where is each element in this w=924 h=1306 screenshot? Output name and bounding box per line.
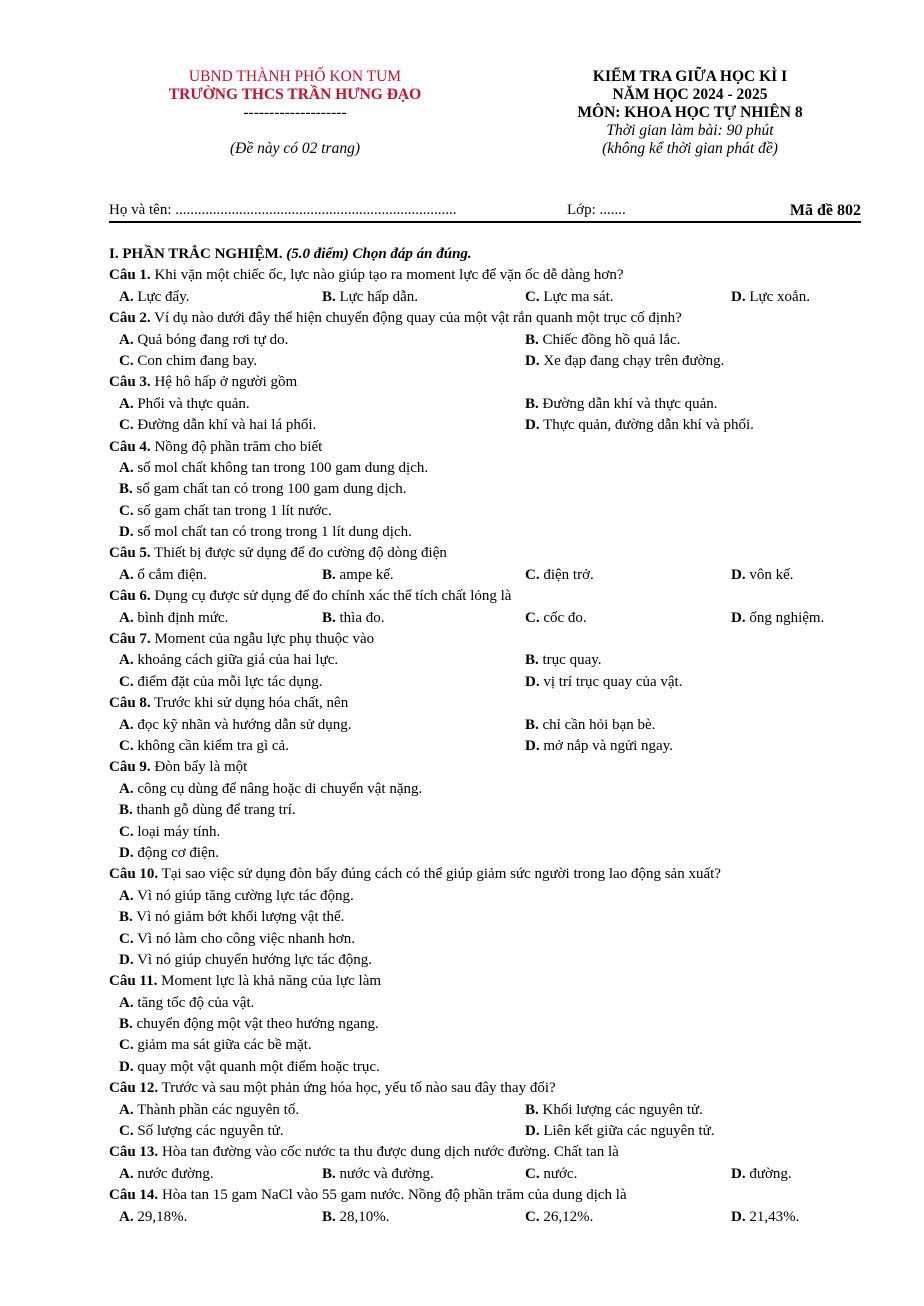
name-field[interactable]: [109, 202, 456, 219]
answer-option[interactable]: [119, 394, 250, 415]
option-letter: C.: [119, 502, 134, 519]
question-stem: [109, 864, 879, 885]
authority-name: UBND THÀNH PHỐ KON TUM: [188, 68, 402, 85]
option-letter: D.: [525, 352, 540, 369]
option-letter: C.: [119, 417, 134, 434]
options-row: [109, 1164, 879, 1185]
question-number: Câu 3.: [109, 374, 151, 391]
question-list: [109, 265, 879, 1228]
question-item: [109, 1078, 879, 1142]
option-text: không cần kiểm tra gì cả.: [137, 737, 289, 754]
question-stem: [109, 265, 879, 286]
question-number: Câu 11.: [109, 973, 158, 990]
option-text: Thành phần các nguyên tố.: [137, 1101, 300, 1118]
question-text: Trước và sau một phản ứng hóa học, yếu tố nào sau đây thay đổi?: [158, 1080, 556, 1097]
options-row: [109, 608, 879, 629]
option-letter: B.: [119, 1016, 133, 1033]
option-text: số gam chất tan có trong 100 gam dung dịch.: [136, 481, 407, 498]
option-letter: C.: [525, 1208, 540, 1225]
options-row: [109, 522, 879, 543]
question-number: Câu 1.: [109, 267, 151, 284]
answer-option[interactable]: [322, 565, 394, 586]
question-text: Dụng cụ được sử dụng để đo chính xác thể tích chất lỏng là: [150, 588, 512, 605]
option-letter: A.: [119, 395, 134, 412]
options-row: [109, 993, 879, 1014]
answer-option[interactable]: [119, 715, 352, 736]
options-row: [109, 458, 879, 479]
question-item: [109, 693, 879, 757]
option-text: khoảng cách giữa giá của hai lực.: [137, 652, 339, 669]
answer-option[interactable]: [525, 715, 655, 736]
question-text: Moment của ngẫu lực phụ thuộc vào: [150, 631, 375, 648]
answer-option[interactable]: [119, 415, 316, 436]
question-text: Hệ hô hấp ở người gồm: [150, 374, 298, 391]
answer-option[interactable]: [731, 565, 794, 586]
option-text: Con chim đang bay.: [137, 352, 258, 369]
option-letter: D.: [119, 951, 134, 968]
options-row: [109, 394, 879, 415]
option-text: Lực ma sát.: [543, 288, 614, 305]
answer-option[interactable]: [119, 886, 354, 907]
answer-option[interactable]: [119, 736, 289, 757]
options-row: [109, 907, 879, 928]
time-limit: Thời gian làm bài: 90 phút: [606, 122, 774, 139]
question-stem: [109, 1185, 879, 1206]
option-letter: C.: [119, 930, 134, 947]
option-text: điểm đặt của mỗi lực tác dụng.: [137, 673, 323, 690]
option-text: số mol chất tan có trong trong 1 lít dung dịch.: [137, 524, 412, 541]
school-name: TRƯỜNG THCS TRẦN HƯNG ĐẠO: [168, 86, 422, 103]
name-dots: ...........................................................................: [175, 202, 457, 218]
options-row: [109, 1057, 879, 1078]
answer-option[interactable]: [525, 1121, 715, 1142]
option-text: đọc kỹ nhãn và hướng dẫn sử dụng.: [137, 716, 352, 733]
question-stem: [109, 586, 879, 607]
answer-option[interactable]: [119, 479, 406, 500]
answer-option[interactable]: [322, 1207, 390, 1228]
options-row: [109, 1035, 879, 1056]
option-letter: B.: [119, 909, 133, 926]
question-text: Đòn bẩy là một: [150, 759, 248, 776]
option-letter: D.: [731, 288, 746, 305]
options-row: [109, 843, 879, 864]
question-item: [109, 308, 879, 372]
option-text: Thực quản, đường dẫn khí và phổi.: [543, 417, 754, 434]
option-letter: C.: [119, 1037, 134, 1054]
options-row: [109, 330, 879, 351]
option-text: Xe đạp đang chạy trên đường.: [543, 352, 725, 369]
question-item: [109, 543, 879, 586]
answer-option[interactable]: [119, 1014, 379, 1035]
option-letter: D.: [525, 1123, 540, 1140]
options-row: [109, 800, 879, 821]
options-row: [109, 415, 879, 436]
option-text: Khối lượng các nguyên tử.: [542, 1101, 703, 1118]
option-text: giảm ma sát giữa các bề mặt.: [137, 1037, 312, 1054]
option-text: Lực đẩy.: [137, 288, 190, 305]
option-text: Số lượng các nguyên tử.: [137, 1123, 284, 1140]
option-letter: C.: [119, 673, 134, 690]
option-letter: D.: [731, 609, 746, 626]
answer-option[interactable]: [119, 907, 344, 928]
option-letter: D.: [731, 1208, 746, 1225]
answer-option[interactable]: [119, 822, 220, 843]
exam-header: [520, 68, 860, 158]
question-stem: [109, 1142, 879, 1163]
option-text: Phổi và thực quản.: [137, 395, 250, 412]
option-text: Lực hấp dẫn.: [339, 288, 419, 305]
option-text: bình định mức.: [137, 609, 229, 626]
option-letter: C.: [119, 737, 134, 754]
option-text: Đường dẫn khí và thực quản.: [542, 395, 718, 412]
option-text: chỉ cần hỏi bạn bè.: [542, 716, 656, 733]
answer-option[interactable]: [731, 287, 810, 308]
answer-option[interactable]: [525, 736, 673, 757]
exam-title: KIỂM TRA GIỮA HỌC KÌ I: [592, 68, 788, 85]
info-rule: [109, 221, 861, 223]
option-letter: C.: [119, 352, 134, 369]
pages-note: (Đề này có 02 trang): [230, 140, 360, 157]
answer-option[interactable]: [119, 1164, 214, 1185]
answer-option[interactable]: [525, 672, 682, 693]
options-row: [109, 501, 879, 522]
options-row: [109, 1014, 879, 1035]
option-text: công cụ dùng để nâng hoặc di chuyển vật nặng.: [137, 780, 423, 797]
options-row: [109, 1100, 879, 1121]
option-letter: C.: [525, 288, 540, 305]
question-item: [109, 629, 879, 693]
answer-option[interactable]: [322, 1164, 434, 1185]
question-number: Câu 8.: [109, 695, 151, 712]
question-number: Câu 6.: [109, 588, 151, 605]
option-text: Lực xoắn.: [749, 288, 810, 305]
option-text: điện trở.: [543, 566, 594, 583]
question-stem: [109, 372, 879, 393]
question-item: [109, 864, 879, 971]
option-letter: D.: [525, 737, 540, 754]
option-text: cốc đo.: [543, 609, 587, 626]
question-item: [109, 1185, 879, 1228]
question-number: Câu 14.: [109, 1187, 159, 1204]
options-row: [109, 929, 879, 950]
question-text: Khi vặn một chiếc ốc, lực nào giúp tạo ra moment lực để vặn ốc dễ dàng hơn?: [150, 267, 624, 284]
answer-option[interactable]: [119, 1121, 284, 1142]
section-note: (5.0 điểm) Chọn đáp án đúng.: [282, 246, 472, 262]
answer-option[interactable]: [119, 565, 207, 586]
question-number: Câu 12.: [109, 1080, 159, 1097]
answer-option[interactable]: [525, 394, 718, 415]
question-text: Trước khi sử dụng hóa chất, nên: [150, 695, 349, 712]
subject: MÔN: KHOA HỌC TỰ NHIÊN 8: [577, 104, 803, 121]
option-letter: C.: [119, 1123, 134, 1140]
options-row: [109, 479, 879, 500]
question-number: Câu 9.: [109, 759, 151, 776]
option-letter: B.: [525, 1101, 539, 1118]
question-number: Câu 5.: [109, 545, 151, 562]
option-letter: A.: [119, 459, 134, 476]
answer-option[interactable]: [731, 1207, 799, 1228]
options-row: [109, 650, 879, 671]
option-text: Vì nó làm cho công việc nhanh hơn.: [137, 930, 355, 947]
answer-option[interactable]: [322, 287, 418, 308]
answer-option[interactable]: [119, 843, 219, 864]
answer-option[interactable]: [119, 779, 422, 800]
option-text: Chiếc đồng hồ quả lắc.: [542, 331, 681, 348]
option-text: đường.: [749, 1165, 792, 1182]
question-stem: [109, 757, 879, 778]
option-letter: D.: [119, 524, 134, 541]
answer-option[interactable]: [525, 415, 754, 436]
option-text: thìa đo.: [339, 609, 385, 626]
school-header: [120, 68, 470, 158]
option-letter: A.: [119, 288, 134, 305]
options-row: [109, 672, 879, 693]
question-stem: [109, 543, 879, 564]
options-row: [109, 565, 879, 586]
option-letter: A.: [119, 887, 134, 904]
option-text: nước đường.: [137, 1165, 214, 1182]
option-text: ổ cắm điện.: [137, 566, 207, 583]
question-text: Tại sao việc sử dụng đòn bẩy đúng cách có thể giúp giảm sức người trong lao động sản xuất?: [158, 866, 721, 883]
question-number: Câu 7.: [109, 631, 151, 648]
options-row: [109, 736, 879, 757]
option-text: tăng tốc độ của vật.: [137, 994, 255, 1011]
option-text: mở nắp và ngửi ngay.: [543, 737, 673, 754]
option-letter: C.: [525, 566, 540, 583]
class-field[interactable]: Lớp: .......: [567, 202, 626, 218]
options-row: [109, 822, 879, 843]
answer-option[interactable]: [119, 608, 228, 629]
option-text: 26,12%.: [543, 1208, 594, 1225]
question-number: Câu 4.: [109, 438, 151, 455]
option-text: loại máy tính.: [137, 823, 221, 840]
option-letter: A.: [119, 331, 134, 348]
option-text: chuyển động một vật theo hướng ngang.: [136, 1016, 379, 1033]
student-info-line: [109, 202, 861, 222]
answer-option[interactable]: [119, 501, 332, 522]
answer-option[interactable]: [119, 929, 355, 950]
option-text: Đường dẫn khí và hai lá phổi.: [137, 417, 317, 434]
option-text: động cơ điện.: [137, 844, 220, 861]
answer-option[interactable]: [119, 1057, 380, 1078]
option-text: thanh gỗ dùng để trang trí.: [136, 802, 296, 819]
question-item: [109, 1142, 879, 1185]
options-row: [109, 715, 879, 736]
option-text: nước và đường.: [339, 1165, 434, 1182]
school-year: NĂM HỌC 2024 - 2025: [612, 86, 768, 103]
options-row: [109, 287, 879, 308]
question-text: Ví dụ nào dưới đây thể hiện chuyển động quay của một vật rắn quanh một trục cố định?: [150, 310, 682, 327]
question-item: [109, 437, 879, 544]
options-row: [109, 886, 879, 907]
answer-option[interactable]: [525, 565, 594, 586]
question-item: [109, 372, 879, 436]
question-item: [109, 757, 879, 864]
question-item: [109, 586, 879, 629]
answer-option[interactable]: [525, 650, 602, 671]
option-letter: A.: [119, 652, 134, 669]
answer-option[interactable]: [119, 950, 372, 971]
option-letter: A.: [119, 1208, 134, 1225]
answer-option[interactable]: [119, 1100, 299, 1121]
answer-option[interactable]: [119, 1035, 312, 1056]
option-letter: B.: [119, 802, 133, 819]
answer-option[interactable]: [525, 1100, 703, 1121]
option-letter: D.: [731, 566, 746, 583]
option-text: vị trí trục quay của vật.: [543, 673, 683, 690]
option-letter: B.: [322, 609, 336, 626]
question-text: Hòa tan 15 gam NaCl vào 55 gam nước. Nồng độ phần trăm của dung dịch là: [158, 1187, 627, 1204]
option-text: Vì nó giúp tăng cường lực tác động.: [137, 887, 354, 904]
option-text: Quả bóng đang rơi tự do.: [137, 331, 289, 348]
option-letter: B.: [525, 331, 539, 348]
section-heading: [109, 244, 879, 265]
answer-option[interactable]: [119, 650, 338, 671]
section-title: I. PHẦN TRẮC NGHIỆM.: [109, 246, 283, 262]
options-row: [109, 950, 879, 971]
answer-option[interactable]: [119, 672, 323, 693]
question-stem: [109, 308, 879, 329]
time-note: (không kể thời gian phát đề): [602, 140, 778, 157]
question-text: Hòa tan đường vào cốc nước ta thu được dung dịch nước đường. Chất tan là: [158, 1144, 619, 1161]
name-label: Họ và tên:: [109, 202, 176, 218]
option-letter: B.: [525, 395, 539, 412]
option-letter: D.: [525, 417, 540, 434]
option-text: quay một vật quanh một điểm hoặc trục.: [137, 1058, 380, 1075]
option-letter: A.: [119, 994, 134, 1011]
option-text: số mol chất không tan trong 100 gam dung dịch.: [137, 459, 429, 476]
options-row: [109, 779, 879, 800]
option-letter: A.: [119, 716, 134, 733]
option-letter: D.: [525, 673, 540, 690]
option-text: trục quay.: [542, 652, 602, 669]
answer-option[interactable]: [119, 800, 296, 821]
option-text: ống nghiệm.: [749, 609, 825, 626]
question-item: [109, 265, 879, 308]
question-item: [109, 971, 879, 1078]
option-text: ampe kế.: [339, 566, 394, 583]
answer-option[interactable]: [119, 993, 254, 1014]
option-letter: C.: [525, 1165, 540, 1182]
question-text: Thiết bị được sử dụng để đo cường độ dòng điện: [150, 545, 447, 562]
option-text: số gam chất tan trong 1 lít nước.: [137, 502, 332, 519]
answer-option[interactable]: [119, 351, 257, 372]
question-number: Câu 13.: [109, 1144, 159, 1161]
options-row: [109, 351, 879, 372]
question-stem: [109, 971, 879, 992]
answer-option[interactable]: [731, 608, 824, 629]
answer-option[interactable]: [525, 1164, 577, 1185]
option-letter: B.: [525, 716, 539, 733]
option-letter: D.: [119, 844, 134, 861]
answer-option[interactable]: [119, 1207, 187, 1228]
option-letter: B.: [525, 652, 539, 669]
option-text: Liên kết giữa các nguyên tử.: [543, 1123, 715, 1140]
option-letter: A.: [119, 566, 134, 583]
header-divider: --------------------: [243, 104, 347, 121]
option-letter: A.: [119, 780, 134, 797]
question-stem: [109, 693, 879, 714]
answer-option[interactable]: [322, 608, 385, 629]
answer-option[interactable]: [525, 1207, 593, 1228]
option-letter: B.: [322, 1208, 336, 1225]
answer-option[interactable]: [119, 287, 189, 308]
option-letter: B.: [119, 481, 133, 498]
option-letter: D.: [119, 1058, 134, 1075]
option-letter: C.: [119, 823, 134, 840]
option-text: 21,43%.: [749, 1208, 800, 1225]
question-area: [109, 244, 879, 1228]
option-letter: C.: [525, 609, 540, 626]
option-text: 29,18%.: [137, 1208, 188, 1225]
question-stem: [109, 437, 879, 458]
exam-code: Mã đề 802: [789, 202, 861, 219]
question-number: Câu 10.: [109, 866, 159, 883]
option-letter: A.: [119, 1165, 134, 1182]
answer-option[interactable]: [525, 330, 680, 351]
option-text: Vì nó giúp chuyển hướng lực tác động.: [137, 951, 373, 968]
answer-option[interactable]: [119, 330, 288, 351]
option-letter: A.: [119, 609, 134, 626]
options-row: [109, 1207, 879, 1228]
option-letter: B.: [322, 566, 336, 583]
option-text: Vì nó giảm bớt khối lượng vật thể.: [136, 909, 345, 926]
question-text: Moment lực là khả năng của lực làm: [157, 973, 382, 990]
question-stem: [109, 629, 879, 650]
option-letter: B.: [322, 288, 336, 305]
answer-option[interactable]: [525, 287, 614, 308]
question-number: Câu 2.: [109, 310, 151, 327]
option-text: nước.: [543, 1165, 578, 1182]
option-text: vôn kế.: [749, 566, 794, 583]
answer-option[interactable]: [119, 522, 412, 543]
option-text: 28,10%.: [339, 1208, 390, 1225]
answer-option[interactable]: [525, 608, 587, 629]
question-text: Nồng độ phần trăm cho biết: [150, 438, 323, 455]
answer-option[interactable]: [731, 1164, 792, 1185]
option-letter: A.: [119, 1101, 134, 1118]
options-row: [109, 1121, 879, 1142]
answer-option[interactable]: [119, 458, 428, 479]
answer-option[interactable]: [525, 351, 724, 372]
question-stem: [109, 1078, 879, 1099]
option-letter: B.: [322, 1165, 336, 1182]
option-letter: D.: [731, 1165, 746, 1182]
